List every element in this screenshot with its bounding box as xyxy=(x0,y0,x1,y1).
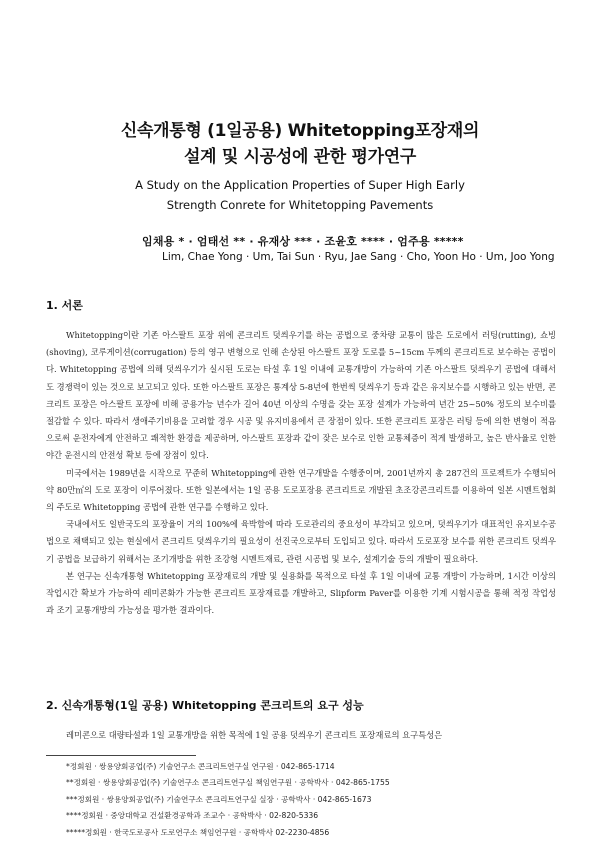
english-title xyxy=(0,175,600,215)
section-1-heading: 1. 서론 xyxy=(46,299,83,312)
english-title-line-1: A Study on the Application Properties of Super High Early xyxy=(135,178,465,192)
section-2-heading: 2. 신속개통형(1일 공용) Whitetopping 콘크리트의 요구 성능 xyxy=(46,699,364,712)
section-2-body xyxy=(46,727,556,744)
footnote: ****정회원 · 중앙대학교 건설환경공학과 조교수 · 공학박사 · 02-820-5336 xyxy=(66,811,319,821)
korean-title xyxy=(0,118,600,170)
footnote: *정회원 · 쌍용양회공업(주) 기술연구소 콘크리트연구실 연구원 · 042-865-1714 xyxy=(66,762,335,771)
footnote: **정회원 · 쌍용양회공업(주) 기술연구소 콘크리트연구실 책임연구원 · 공학박사 · 042-865-1755 xyxy=(66,778,390,788)
paragraph: 미국에서는 1989년을 시작으로 꾸준히 Whitetopping에 관한 연구개발을 수행중이며, 2001년까지 총 287건의 프로젝트가 수행되어 약 80만㎡의 도로 포장이 이루어졌다. 또한 일본에서는 1일 공용 도로포장용 콘크리트로 개발된 초조강콘크리트를 이용하여 일본 시멘트협회의 주도로 Whitetopping 공법에 관한 연구를 수행하고 있다. xyxy=(46,467,556,513)
authors-korean: 임채용 * · 엄태선 ** · 유재상 *** · 조윤호 **** · 엄주용 ***** xyxy=(142,235,464,248)
english-title-line-2: Strength Conrete for Whitetopping Pavements xyxy=(166,198,434,212)
korean-title-line-2: 설계 및 시공성에 관한 평가연구 xyxy=(183,147,417,167)
paragraph: 국내에서도 일반국도의 포장율이 거의 100%에 육박함에 따라 도로관리의 중요성이 부각되고 있으며, 덧씌우기가 대표적인 유지보수공법으로 채택되고 있는 현실에서 콘크리트 덧씌우기의 필요성이 선진국으로부터 도입되고 있다. 따라서 도로포장 보수를 위한 콘크리트 덧씌우기 공법을 보급하기 위해서는 조기개방을 위한 조강형 시멘트재료, 관련 시공법 및 보수, 설계기술 등의 개발이 필요하다. xyxy=(46,519,556,564)
section-1-body xyxy=(46,327,556,619)
paragraph: 레미콘으로 대량타설과 1일 교통개방을 위한 목적에 1일 공용 덧씌우기 콘크리트 포장재료의 요구특성은 xyxy=(66,730,443,740)
paragraph: 본 연구는 신속개통형 Whitetopping 포장재료의 개발 및 실용화를 목적으로 타설 후 1일 이내에 교통 개방이 가능하며, 1시간 이상의 작업시간 확보가 가능하여 레미콘화가 가능한 콘크리트 포장재료를 개발하고, Slipform Paver를 이용한 기계 시험시공을 통해 적정 작업성과 조기 교통개방의 가능성을 평가한 결과이다. xyxy=(46,570,556,616)
korean-title-line-1: 신속개통형 (1일공용) Whitetopping포장재의 xyxy=(120,121,480,141)
footnote-divider xyxy=(46,755,196,756)
authors-english: Lim, Chae Yong · Um, Tai Sun · Ryu, Jae Sang · Cho, Yoon Ho · Um, Joo Yong xyxy=(162,251,555,263)
footnote: *****정회원 · 한국도로공사 도로연구소 책임연구원 · 공학박사 02-2230-4856 xyxy=(66,827,330,837)
footnotes xyxy=(66,759,390,841)
paragraph: Whitetopping이란 기존 아스팔트 포장 위에 콘크리트 덧씌우기를 하는 공법으로 중차량 교통이 많은 도로에서 러팅(rutting), 쇼빙(shoving), 코루게이션(corrugation) 등의 영구 변형으로 인해 손상된 아스팔트 포장 도로를 5~15cm 두께의 콘크리트로 보수하는 공법이다. Whitetopping 공법에 의해 덧씌우기가 실시된 도로는 타설 후 1일 이내에 교통개방이 가능하여 기존 아스팔트 덧씌우기 공법에 대해서도 경쟁력이 있는 것으로 보고되고 있다. 또한 아스팔트 포장은 통계상 5-8년에 한번씩 덧씌우기 등과 같은 유지보수를 시행하고 있는 반면, 콘크리트 포장은 아스팔트 포장에 비해 공용가능 년수가 길어 40년 이상의 수명을 갖는 포장 설계가 가능하여 년간 25~50% 정도의 보수비를 절감할 수 있다. 따라서 생애주기비용을 고려할 경우 시공 및 유지비용에서 큰 장점이 있다. 또한 콘크리트 포장은 러팅 등에 의한 변형이 적음으로써 운전자에게 안전하고 쾌적한 환경을 제공하며, 아스팔트 포장과 같이 잦은 보수로 인한 교통체증이 적게 발생하고, 높은 반사율로 인한 야간 운전시의 안전성 확보 등에 장점이 있다. xyxy=(46,330,556,461)
footnote: ***정회원 · 쌍용양회공업(주) 기술연구소 콘크리트연구실 실장 · 공학박사 · 042-865-1673 xyxy=(66,794,372,804)
